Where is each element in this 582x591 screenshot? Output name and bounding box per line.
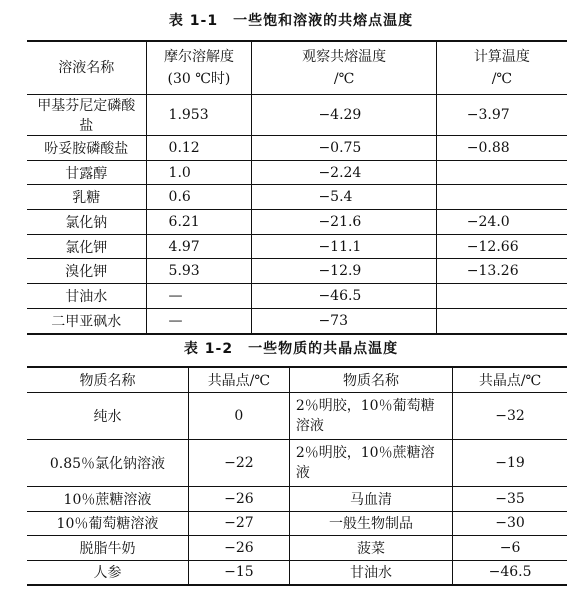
table-cell: −73 [252, 308, 436, 333]
table-cell: 氯化钠 [27, 210, 146, 235]
table-cell: −30 [453, 511, 567, 536]
column-header: 物质名称 [27, 367, 188, 393]
column-header-line: 计算温度 [473, 49, 530, 65]
table-row [27, 210, 567, 235]
table-cell: 1.0 [146, 160, 252, 185]
table-row [27, 487, 567, 512]
table-row [27, 440, 567, 487]
table-cell: −27 [188, 511, 289, 536]
table-row [27, 234, 567, 259]
table-cell: −46.5 [453, 560, 567, 585]
table-cell: 甘露醇 [27, 160, 146, 185]
table-cell: −13.26 [436, 259, 567, 284]
column-header: 物质名称 [289, 367, 452, 393]
table-cell: −22 [188, 440, 289, 487]
column-header-line: (30 ℃时) [167, 71, 231, 87]
table-row [27, 393, 567, 440]
table-header-row [27, 41, 567, 95]
column-header: 共晶点/℃ [188, 367, 289, 393]
table-cell: −35 [453, 487, 567, 512]
table-row [27, 308, 567, 333]
table-cell: −11.1 [252, 234, 436, 259]
table-cell: 菠菜 [289, 536, 452, 561]
table-cell: −46.5 [252, 284, 436, 309]
table-cell: 6.21 [146, 210, 252, 235]
table-cell: 0 [188, 393, 289, 440]
table-cell: −21.6 [252, 210, 436, 235]
table-cell: 乳糖 [27, 185, 146, 210]
table-cell: 纯水 [27, 393, 188, 440]
table-row [27, 185, 567, 210]
table-cell: −6 [453, 536, 567, 561]
table-row [27, 511, 567, 536]
table-cell: 5.93 [146, 259, 252, 284]
column-header [146, 41, 252, 95]
table-cell: −0.88 [436, 136, 567, 161]
table-cell: −19 [453, 440, 567, 487]
table-cell: 0.6 [146, 185, 252, 210]
table-row [27, 536, 567, 561]
column-header: 共晶点/℃ [453, 367, 567, 393]
table-row [27, 95, 567, 136]
table-cell: 0.85％氯化钠溶液 [27, 440, 188, 487]
table-cell: 氯化钾 [27, 234, 146, 259]
table-cell: 甘油水 [289, 560, 452, 585]
table-cell: 溴化钾 [27, 259, 146, 284]
table-cell: 0.12 [146, 136, 252, 161]
table-row [27, 284, 567, 309]
table-cell: −4.29 [252, 95, 436, 136]
table-cell: 4.97 [146, 234, 252, 259]
table-cell: −32 [453, 393, 567, 440]
column-header-line: /℃ [333, 71, 355, 87]
table-row [27, 560, 567, 585]
table-header-row [27, 367, 567, 393]
table-cell: −0.75 [252, 136, 436, 161]
table-row [27, 160, 567, 185]
table-cell: 马血清 [289, 487, 452, 512]
table1-caption: 表 1-1 一些饱和溶液的共熔点温度 [168, 13, 414, 29]
column-header [436, 41, 567, 95]
column-header [252, 41, 436, 95]
table-cell: 10％蔗糖溶液 [27, 487, 188, 512]
table2-caption: 表 1-2 一些物质的共晶点温度 [183, 341, 399, 357]
table-cell: 二甲亚砜水 [27, 308, 146, 333]
table-cell: −5.4 [252, 185, 436, 210]
table-cell: −2.24 [252, 160, 436, 185]
table-cell: 甲基芬尼定磷酸盐 [27, 95, 146, 136]
table-cell [436, 308, 567, 333]
table-cell: −26 [188, 487, 289, 512]
table-cell: 吩妥胺磷酸盐 [27, 136, 146, 161]
table-cell: −12.9 [252, 259, 436, 284]
table-cell: 10％葡萄糖溶液 [27, 511, 188, 536]
table-cell: 人参 [27, 560, 188, 585]
table-row [27, 259, 567, 284]
table-cell: −3.97 [436, 95, 567, 136]
table-cell: −15 [188, 560, 289, 585]
table-cell: 2％明胶，10％蔗糖溶液 [289, 440, 452, 487]
table-cell: −12.66 [436, 234, 567, 259]
table-cell: 一般生物制品 [289, 511, 452, 536]
table-cell [436, 185, 567, 210]
table-cell: 1.953 [146, 95, 252, 136]
column-header: 溶液名称 [27, 41, 146, 95]
column-header-line: 观察共熔温度 [302, 49, 387, 65]
table-cell: 甘油水 [27, 284, 146, 309]
eutectic-solutions-table [27, 40, 567, 335]
table-cell: −24.0 [436, 210, 567, 235]
table-cell: — [146, 308, 252, 333]
table-cell: — [146, 284, 252, 309]
table-cell: 脱脂牛奶 [27, 536, 188, 561]
table-cell: 2％明胶，10％葡萄糖溶液 [289, 393, 452, 440]
eutectic-points-table [27, 366, 567, 586]
table-row [27, 136, 567, 161]
table-cell: −26 [188, 536, 289, 561]
table-cell [436, 160, 567, 185]
table-cell [436, 284, 567, 309]
column-header-line: 摩尔溶解度 [163, 49, 234, 65]
column-header-line: /℃ [491, 71, 513, 87]
